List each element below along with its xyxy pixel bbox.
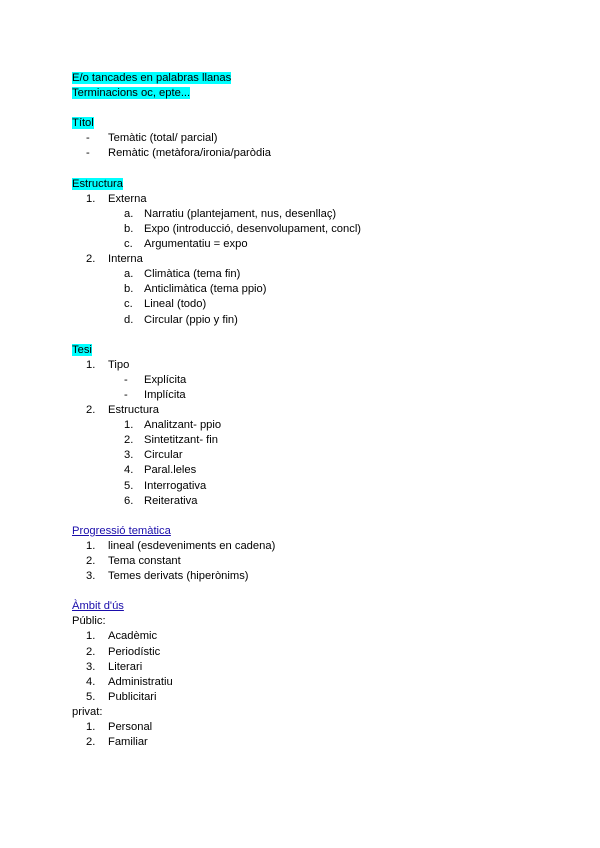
list-marker: 4.: [86, 675, 96, 688]
spacer: [72, 509, 542, 524]
list-marker: 1.: [86, 192, 96, 205]
list-item: [72, 252, 542, 267]
list-item: [72, 207, 542, 222]
list-item-text: Anticlimàtica (tema ppio): [144, 283, 267, 296]
list-marker: 4.: [124, 464, 134, 477]
list-item: [72, 463, 542, 478]
list-item: [72, 131, 542, 146]
list-item-text: Literari: [108, 660, 143, 673]
highlighted-heading: Estructura: [72, 177, 123, 190]
list-marker: d.: [124, 313, 134, 326]
highlighted-text: E/o tancades en palabras llanas: [72, 72, 232, 84]
list-marker: a.: [124, 268, 134, 281]
list-item: [72, 494, 542, 509]
list-marker: -: [124, 373, 128, 386]
list-item: [72, 418, 542, 433]
list-item-text: Remàtic (metàfora/ironia/paròdia: [108, 147, 271, 160]
highlighted-heading: Tesi: [72, 343, 92, 356]
list-marker: a.: [124, 207, 134, 220]
list-item-text: Circular: [144, 449, 183, 462]
list-item: [72, 554, 542, 569]
list-item: [72, 448, 542, 463]
list-item-text: Personal: [108, 721, 153, 734]
list-item-text: Climàtica (tema fin): [144, 268, 241, 281]
list-marker: 3.: [86, 570, 96, 583]
list-item: [72, 373, 542, 388]
list-item: [72, 690, 542, 705]
list-item-text: Periodístic: [108, 645, 161, 658]
heading-link[interactable]: Àmbit d'ús: [72, 600, 124, 613]
list-item-text: Paral.leles: [144, 464, 197, 477]
list-item-text: Temes derivats (hiperònims): [108, 570, 249, 583]
section-heading-tesi: [72, 343, 542, 358]
spacer: [72, 162, 542, 177]
section-heading-ambit[interactable]: [72, 599, 542, 614]
list-item-text: lineal (esdeveniments en cadena): [108, 539, 276, 552]
list-item-text: Publicitari: [108, 690, 157, 703]
list-item-text: Argumentatiu = expo: [144, 238, 248, 251]
list-item-text: Tipo: [108, 358, 130, 371]
list-item-text: Tema constant: [108, 555, 181, 567]
list-item: [72, 539, 542, 554]
heading-link[interactable]: Progressió temàtica: [72, 524, 171, 537]
list-item-text: Interna: [108, 253, 143, 266]
list-item-text: Familiar: [108, 736, 148, 749]
spacer: [72, 328, 542, 343]
list-marker: -: [86, 147, 90, 160]
list-item: [72, 267, 542, 282]
list-item: [72, 433, 542, 448]
list-item: [72, 388, 542, 403]
list-item: [72, 629, 542, 644]
list-marker: 2.: [86, 555, 96, 567]
document-body: [72, 71, 542, 750]
list-item: [72, 282, 542, 297]
list-item-text: Temàtic (total/ parcial): [108, 132, 218, 145]
list-item-text: Lineal (todo): [144, 298, 207, 311]
list-item-text: Explícita: [144, 373, 187, 386]
list-item-text: Estructura: [108, 404, 159, 417]
list-marker: 6.: [124, 494, 134, 507]
list-marker: 3.: [86, 660, 96, 673]
list-marker: b.: [124, 283, 134, 296]
list-item: [72, 645, 542, 660]
list-item-text: Sintetitzant- fin: [144, 434, 218, 447]
list-item: [72, 192, 542, 207]
subheading-privat: privat:: [72, 705, 103, 718]
intro-line-2: [72, 86, 542, 101]
list-item: [72, 569, 542, 584]
list-marker: -: [124, 388, 128, 401]
list-item: [72, 720, 542, 735]
list-item: [72, 403, 542, 418]
list-marker: 1.: [86, 721, 96, 734]
section-heading-estructura: [72, 177, 542, 192]
list-item-text: Implícita: [144, 388, 186, 401]
section-heading-titol: [72, 116, 542, 131]
spacer: [72, 584, 542, 599]
list-item-text: Interrogativa: [144, 479, 207, 492]
list-marker: 2.: [86, 253, 96, 266]
list-item: [72, 675, 542, 690]
list-marker: 5.: [86, 690, 96, 703]
list-item-text: Circular (ppio y fin): [144, 313, 238, 326]
list-item: [72, 358, 542, 373]
list-marker: 1.: [86, 539, 96, 552]
list-item: [72, 237, 542, 252]
intro-line-1: [72, 71, 542, 86]
list-item-text: Acadèmic: [108, 630, 158, 643]
list-marker: 2.: [124, 434, 134, 447]
list-marker: c.: [124, 298, 133, 311]
list-item-text: Externa: [108, 192, 147, 205]
list-item: [72, 313, 542, 328]
section-heading-progressio[interactable]: [72, 524, 542, 539]
list-marker: 1.: [86, 358, 96, 371]
list-marker: 5.: [124, 479, 134, 492]
list-marker: 1.: [124, 419, 134, 432]
list-item: [72, 146, 542, 161]
list-marker: b.: [124, 222, 134, 235]
list-item-text: Administratiu: [108, 675, 173, 688]
spacer: [72, 101, 542, 116]
list-item-text: Analitzant- ppio: [144, 419, 222, 432]
list-marker: -: [86, 132, 90, 145]
list-item-text: Narratiu (plantejament, nus, desenllaç): [144, 207, 337, 220]
list-item: [72, 479, 542, 494]
list-marker: 1.: [86, 630, 96, 643]
list-marker: 2.: [86, 645, 96, 658]
list-item-text: Reiterativa: [144, 494, 198, 507]
subheading-public: Públic:: [72, 615, 106, 628]
highlighted-heading: Títol: [72, 117, 94, 130]
list-marker: 3.: [124, 449, 134, 462]
list-marker: c.: [124, 238, 133, 251]
list-item: [72, 660, 542, 675]
list-item: [72, 297, 542, 312]
highlighted-text: Terminacions oc, epte...: [72, 87, 191, 100]
list-marker: 2.: [86, 404, 96, 417]
list-item: [72, 222, 542, 237]
list-item-text: Expo (introducció, desenvolupament, concl): [144, 222, 362, 235]
list-item: [72, 735, 542, 750]
list-marker: 2.: [86, 736, 96, 749]
